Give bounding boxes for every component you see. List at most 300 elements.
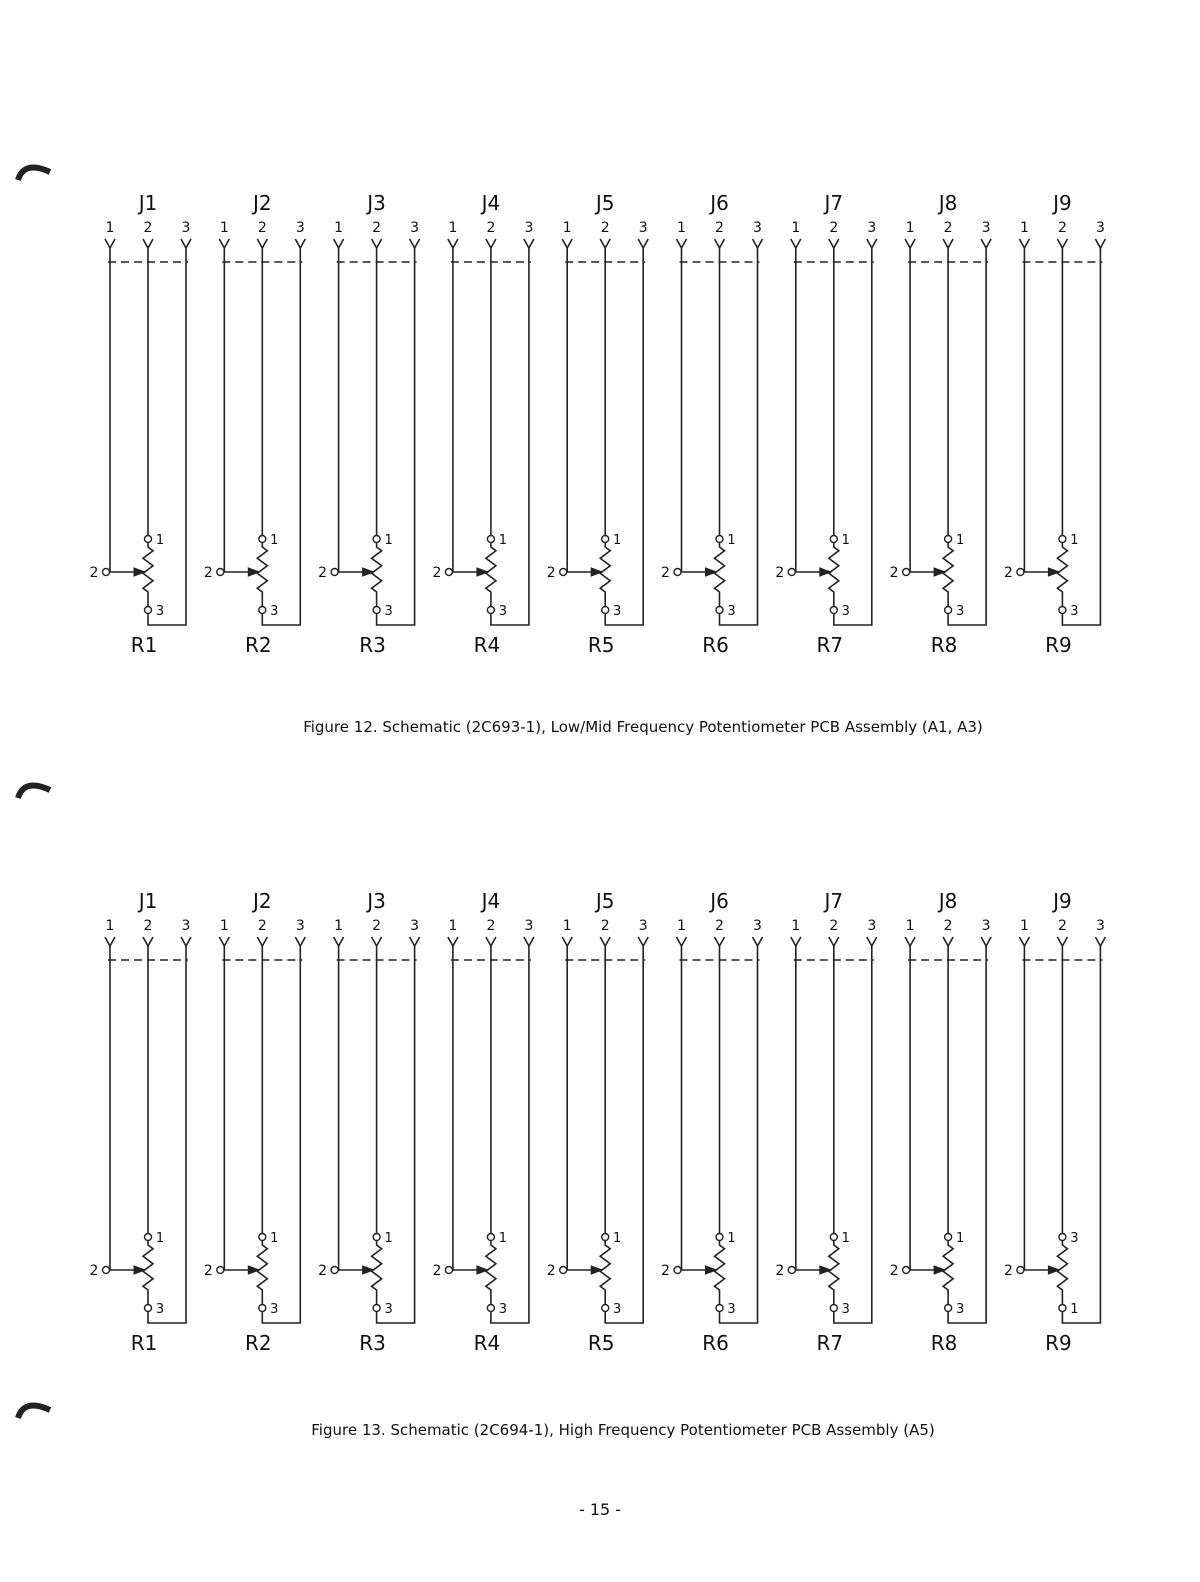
pin-number: 1 bbox=[1019, 918, 1029, 934]
resistor-zigzag bbox=[1057, 1241, 1067, 1305]
resistor-zigzag bbox=[943, 543, 953, 607]
pin-number: 3 bbox=[753, 220, 762, 236]
figure-12-schematic bbox=[90, 191, 1106, 657]
wiper-terminal bbox=[560, 569, 567, 576]
resistor-top-pin-label: 1 bbox=[270, 533, 279, 548]
wiper-arrow bbox=[1048, 1266, 1059, 1274]
resistor-zigzag bbox=[829, 1241, 839, 1305]
connector-contact bbox=[791, 937, 801, 946]
resistor-top-pin-label: 1 bbox=[727, 533, 736, 548]
unit-j7 bbox=[775, 889, 876, 1355]
terminal-bottom bbox=[945, 607, 952, 614]
wire-pin3 bbox=[720, 946, 758, 1323]
wiper-arrow bbox=[706, 568, 717, 576]
wiper-label: 2 bbox=[318, 565, 328, 581]
connector-contact bbox=[981, 239, 991, 248]
connector-contact bbox=[638, 937, 648, 946]
connector-contact bbox=[905, 239, 915, 248]
wiper-arrow bbox=[134, 1266, 145, 1274]
resistor-top-pin-label: 1 bbox=[955, 1231, 965, 1246]
jack-label: J8 bbox=[938, 191, 958, 215]
wiper-terminal bbox=[903, 1267, 910, 1274]
resistor-label: R9 bbox=[1045, 633, 1072, 657]
wiper-arrow bbox=[477, 1266, 488, 1274]
terminal-top bbox=[373, 536, 380, 543]
terminal-top bbox=[259, 536, 266, 543]
figure-13-caption: Figure 13. Schematic (2C694-1), High Frequency Potentiometer PCB Assembly (A5) bbox=[311, 1421, 935, 1439]
pin-number: 3 bbox=[1095, 918, 1105, 934]
pin-number: 1 bbox=[105, 220, 115, 236]
resistor-label: R5 bbox=[587, 1331, 615, 1355]
terminal-bottom bbox=[602, 1305, 609, 1312]
pin-number: 2 bbox=[829, 918, 839, 934]
resistor-label: R3 bbox=[359, 1331, 386, 1355]
resistor-zigzag bbox=[372, 543, 382, 607]
terminal-bottom bbox=[145, 1305, 152, 1312]
wire-pin3 bbox=[605, 248, 643, 625]
wire-pin3 bbox=[491, 946, 529, 1323]
jack-label: J9 bbox=[1053, 191, 1072, 215]
jack-label: J1 bbox=[138, 191, 158, 215]
resistor-top-pin-label: 1 bbox=[955, 533, 965, 548]
pin-number: 3 bbox=[524, 220, 534, 236]
terminal-top bbox=[259, 1234, 266, 1241]
resistor-bottom-pin-label: 3 bbox=[613, 1302, 622, 1317]
connector-contact bbox=[486, 937, 496, 946]
punch-hole-mark-middle bbox=[18, 786, 50, 799]
wire-pin3 bbox=[262, 946, 300, 1323]
resistor-label: R2 bbox=[244, 1331, 272, 1355]
resistor-bottom-pin-label: 3 bbox=[384, 604, 393, 619]
resistor-label: R4 bbox=[473, 633, 501, 657]
resistor-label: R8 bbox=[930, 1331, 958, 1355]
terminal-top bbox=[945, 1234, 952, 1241]
resistor-bottom-pin-label: 3 bbox=[955, 604, 965, 619]
terminal-bottom bbox=[716, 1305, 723, 1312]
pin-number: 1 bbox=[219, 220, 229, 236]
resistor-bottom-pin-label: 3 bbox=[270, 604, 279, 619]
terminal-bottom bbox=[1059, 1305, 1066, 1312]
terminal-top bbox=[1059, 536, 1066, 543]
pin-number: 1 bbox=[677, 918, 686, 934]
resistor-zigzag bbox=[486, 543, 496, 607]
resistor-zigzag bbox=[715, 543, 725, 607]
jack-label: J4 bbox=[481, 889, 501, 913]
jack-label: J3 bbox=[367, 191, 386, 215]
wiper-arrow bbox=[820, 568, 831, 576]
wiper-terminal bbox=[445, 1267, 452, 1274]
connector-contact bbox=[257, 239, 267, 248]
connector-contact bbox=[219, 239, 229, 248]
wiper-terminal bbox=[1017, 1267, 1024, 1274]
pin-number: 1 bbox=[105, 918, 115, 934]
wiper-terminal bbox=[1017, 569, 1024, 576]
connector-contact bbox=[105, 239, 115, 248]
resistor-bottom-pin-label: 3 bbox=[384, 1302, 393, 1317]
connector-contact bbox=[1019, 239, 1029, 248]
resistor-label: R6 bbox=[702, 633, 729, 657]
terminal-bottom bbox=[373, 607, 380, 614]
resistor-top-pin-label: 1 bbox=[384, 1231, 393, 1246]
resistor-label: R3 bbox=[359, 633, 386, 657]
wiper-terminal bbox=[445, 569, 452, 576]
jack-label: J6 bbox=[710, 889, 729, 913]
resistor-label: R6 bbox=[702, 1331, 729, 1355]
resistor-top-pin-label: 3 bbox=[1070, 1231, 1079, 1246]
pin-number: 3 bbox=[295, 220, 305, 236]
jack-label: J8 bbox=[938, 889, 958, 913]
terminal-top bbox=[716, 1234, 723, 1241]
pin-number: 1 bbox=[334, 220, 344, 236]
wiper-label: 2 bbox=[889, 1263, 899, 1279]
pin-number: 3 bbox=[981, 220, 991, 236]
pin-number: 2 bbox=[143, 918, 153, 934]
resistor-top-pin-label: 1 bbox=[841, 533, 850, 548]
wiper-terminal bbox=[674, 569, 681, 576]
jack-label: J6 bbox=[710, 191, 729, 215]
connector-contact bbox=[1057, 239, 1067, 248]
unit-j4 bbox=[432, 889, 533, 1355]
wiper-terminal bbox=[217, 1267, 224, 1274]
connector-contact bbox=[257, 937, 267, 946]
pin-number: 2 bbox=[1057, 918, 1067, 934]
jack-label: J9 bbox=[1053, 889, 1072, 913]
resistor-bottom-pin-label: 3 bbox=[613, 604, 622, 619]
wiper-terminal bbox=[788, 569, 795, 576]
wiper-arrow bbox=[820, 1266, 831, 1274]
jack-label: J2 bbox=[252, 191, 272, 215]
jack-label: J4 bbox=[481, 191, 501, 215]
wire-pin3 bbox=[491, 248, 529, 625]
wiper-arrow bbox=[363, 568, 374, 576]
wire-pin3 bbox=[948, 248, 986, 625]
connector-contact bbox=[943, 937, 953, 946]
pin-number: 2 bbox=[257, 918, 267, 934]
resistor-label: R1 bbox=[130, 1331, 158, 1355]
connector-contact bbox=[1019, 937, 1029, 946]
resistor-top-pin-label: 1 bbox=[155, 533, 165, 548]
connector-contact bbox=[334, 239, 344, 248]
pin-number: 2 bbox=[600, 918, 610, 934]
jack-label: J3 bbox=[367, 889, 386, 913]
pin-number: 2 bbox=[943, 220, 953, 236]
connector-contact bbox=[295, 937, 305, 946]
wiper-arrow bbox=[934, 1266, 945, 1274]
pin-number: 2 bbox=[486, 220, 496, 236]
pin-number: 1 bbox=[677, 220, 686, 236]
punch-hole-mark-top bbox=[18, 168, 50, 181]
resistor-zigzag bbox=[829, 543, 839, 607]
connector-contact bbox=[448, 239, 458, 248]
resistor-bottom-pin-label: 3 bbox=[1070, 604, 1079, 619]
resistor-bottom-pin-label: 3 bbox=[955, 1302, 965, 1317]
unit-j1 bbox=[90, 191, 191, 657]
wiper-label: 2 bbox=[1003, 1263, 1013, 1279]
connector-contact bbox=[219, 937, 229, 946]
wire-pin3 bbox=[377, 248, 415, 625]
pin-number: 2 bbox=[829, 220, 839, 236]
wiper-label: 2 bbox=[203, 565, 213, 581]
connector-contact bbox=[981, 937, 991, 946]
connector-contact bbox=[600, 239, 610, 248]
resistor-zigzag bbox=[257, 543, 267, 607]
wiper-label: 2 bbox=[546, 565, 556, 581]
wiper-terminal bbox=[788, 1267, 795, 1274]
connector-contact bbox=[524, 937, 534, 946]
wire-pin3 bbox=[377, 946, 415, 1323]
connector-contact bbox=[753, 937, 763, 946]
connector-contact bbox=[829, 239, 839, 248]
resistor-top-pin-label: 1 bbox=[613, 1231, 622, 1246]
unit-j1 bbox=[90, 889, 191, 1355]
pin-number: 3 bbox=[524, 918, 534, 934]
pin-number: 1 bbox=[791, 918, 801, 934]
pin-number: 1 bbox=[905, 918, 915, 934]
connector-contact bbox=[753, 239, 763, 248]
resistor-label: R2 bbox=[244, 633, 272, 657]
wiper-terminal bbox=[674, 1267, 681, 1274]
wiper-label: 2 bbox=[661, 565, 670, 581]
pin-number: 3 bbox=[753, 918, 762, 934]
wire-pin3 bbox=[720, 248, 758, 625]
unit-j8 bbox=[890, 889, 991, 1355]
connector-contact bbox=[943, 239, 953, 248]
connector-contact bbox=[600, 937, 610, 946]
pin-number: 1 bbox=[562, 918, 572, 934]
pin-number: 2 bbox=[257, 220, 267, 236]
pin-number: 3 bbox=[638, 918, 648, 934]
connector-contact bbox=[334, 937, 344, 946]
wiper-terminal bbox=[903, 569, 910, 576]
terminal-top bbox=[373, 1234, 380, 1241]
jack-label: J7 bbox=[824, 889, 844, 913]
connector-contact bbox=[524, 239, 534, 248]
resistor-zigzag bbox=[600, 1241, 610, 1305]
resistor-bottom-pin-label: 1 bbox=[1070, 1302, 1079, 1317]
pin-number: 3 bbox=[638, 220, 648, 236]
unit-j3 bbox=[318, 191, 419, 657]
terminal-bottom bbox=[487, 607, 494, 614]
unit-j6 bbox=[661, 889, 762, 1355]
wire-pin3 bbox=[148, 248, 186, 625]
resistor-bottom-pin-label: 3 bbox=[155, 1302, 165, 1317]
connector-contact bbox=[867, 937, 877, 946]
resistor-top-pin-label: 1 bbox=[270, 1231, 279, 1246]
wiper-label: 2 bbox=[546, 1263, 556, 1279]
unit-j5 bbox=[547, 191, 648, 657]
pin-number: 3 bbox=[181, 220, 191, 236]
unit-j9 bbox=[1004, 889, 1105, 1355]
pin-number: 3 bbox=[410, 220, 420, 236]
terminal-top bbox=[145, 536, 152, 543]
wiper-label: 2 bbox=[1003, 565, 1013, 581]
resistor-bottom-pin-label: 3 bbox=[727, 604, 736, 619]
pin-number: 3 bbox=[867, 220, 877, 236]
connector-contact bbox=[1095, 239, 1105, 248]
terminal-bottom bbox=[145, 607, 152, 614]
connector-contact bbox=[105, 937, 115, 946]
pin-number: 1 bbox=[448, 918, 458, 934]
pin-number: 1 bbox=[791, 220, 801, 236]
wiper-terminal bbox=[217, 569, 224, 576]
unit-j8 bbox=[890, 191, 991, 657]
wiper-terminal bbox=[103, 1267, 110, 1274]
connector-contact bbox=[867, 239, 877, 248]
resistor-zigzag bbox=[257, 1241, 267, 1305]
resistor-zigzag bbox=[143, 543, 153, 607]
pin-number: 3 bbox=[410, 918, 420, 934]
connector-contact bbox=[1057, 937, 1067, 946]
wire-pin3 bbox=[262, 248, 300, 625]
pin-number: 1 bbox=[219, 918, 229, 934]
wiper-label: 2 bbox=[89, 1263, 99, 1279]
wiper-label: 2 bbox=[318, 1263, 328, 1279]
unit-j4 bbox=[432, 191, 533, 657]
connector-contact bbox=[638, 239, 648, 248]
wiper-label: 2 bbox=[775, 565, 785, 581]
connector-contact bbox=[143, 239, 153, 248]
resistor-bottom-pin-label: 3 bbox=[498, 1302, 508, 1317]
pin-number: 2 bbox=[372, 220, 382, 236]
wiper-arrow bbox=[591, 1266, 602, 1274]
pin-number: 2 bbox=[143, 220, 153, 236]
wiper-arrow bbox=[477, 568, 488, 576]
wiper-arrow bbox=[248, 568, 259, 576]
unit-j6 bbox=[661, 191, 762, 657]
terminal-top bbox=[487, 1234, 494, 1241]
unit-j7 bbox=[775, 191, 876, 657]
resistor-zigzag bbox=[600, 543, 610, 607]
figure-12-caption: Figure 12. Schematic (2C693-1), Low/Mid Frequency Potentiometer PCB Assembly (A1, A3) bbox=[303, 718, 983, 736]
connector-contact bbox=[1095, 937, 1105, 946]
wiper-label: 2 bbox=[775, 1263, 785, 1279]
wire-pin3 bbox=[948, 946, 986, 1323]
resistor-top-pin-label: 1 bbox=[498, 1231, 508, 1246]
pin-number: 2 bbox=[715, 918, 724, 934]
wiper-arrow bbox=[591, 568, 602, 576]
resistor-zigzag bbox=[715, 1241, 725, 1305]
wiper-terminal bbox=[560, 1267, 567, 1274]
wiper-label: 2 bbox=[432, 1263, 442, 1279]
connector-contact bbox=[181, 239, 191, 248]
unit-j5 bbox=[547, 889, 648, 1355]
pin-number: 3 bbox=[181, 918, 191, 934]
resistor-bottom-pin-label: 3 bbox=[727, 1302, 736, 1317]
terminal-bottom bbox=[602, 607, 609, 614]
wiper-arrow bbox=[706, 1266, 717, 1274]
resistor-zigzag bbox=[486, 1241, 496, 1305]
connector-contact bbox=[295, 239, 305, 248]
pin-number: 1 bbox=[1019, 220, 1029, 236]
terminal-bottom bbox=[830, 1305, 837, 1312]
unit-j3 bbox=[318, 889, 419, 1355]
page-number: - 15 - bbox=[578, 1500, 622, 1519]
figure-13-schematic bbox=[90, 889, 1106, 1355]
terminal-bottom bbox=[830, 607, 837, 614]
resistor-top-pin-label: 1 bbox=[1070, 533, 1079, 548]
resistor-top-pin-label: 1 bbox=[498, 533, 508, 548]
terminal-top bbox=[1059, 1234, 1066, 1241]
connector-contact bbox=[677, 239, 687, 248]
wiper-arrow bbox=[134, 568, 145, 576]
wiper-label: 2 bbox=[661, 1263, 670, 1279]
punch-hole-mark-bottom bbox=[18, 1406, 50, 1419]
resistor-bottom-pin-label: 3 bbox=[270, 1302, 279, 1317]
jack-label: J7 bbox=[824, 191, 844, 215]
resistor-zigzag bbox=[943, 1241, 953, 1305]
connector-contact bbox=[562, 937, 572, 946]
wiper-label: 2 bbox=[889, 565, 899, 581]
connector-contact bbox=[143, 937, 153, 946]
wiper-arrow bbox=[1048, 568, 1059, 576]
pin-number: 2 bbox=[600, 220, 610, 236]
unit-j9 bbox=[1004, 191, 1105, 657]
wire-pin3 bbox=[148, 946, 186, 1323]
terminal-top bbox=[716, 536, 723, 543]
wiper-label: 2 bbox=[89, 565, 99, 581]
connector-contact bbox=[410, 239, 420, 248]
pin-number: 1 bbox=[905, 220, 915, 236]
terminal-bottom bbox=[373, 1305, 380, 1312]
connector-contact bbox=[410, 937, 420, 946]
connector-contact bbox=[715, 239, 725, 248]
resistor-top-pin-label: 1 bbox=[727, 1231, 736, 1246]
terminal-top bbox=[602, 536, 609, 543]
connector-contact bbox=[677, 937, 687, 946]
resistor-bottom-pin-label: 3 bbox=[155, 604, 165, 619]
terminal-bottom bbox=[1059, 607, 1066, 614]
wire-pin3 bbox=[1062, 946, 1100, 1323]
pin-number: 3 bbox=[1095, 220, 1105, 236]
resistor-label: R7 bbox=[816, 633, 844, 657]
wiper-terminal bbox=[331, 569, 338, 576]
unit-j2 bbox=[204, 191, 305, 657]
unit-j2 bbox=[204, 889, 305, 1355]
pin-number: 1 bbox=[334, 918, 344, 934]
wiper-arrow bbox=[363, 1266, 374, 1274]
connector-contact bbox=[448, 937, 458, 946]
resistor-zigzag bbox=[1057, 543, 1067, 607]
jack-label: J5 bbox=[595, 191, 615, 215]
resistor-top-pin-label: 1 bbox=[841, 1231, 850, 1246]
pin-number: 2 bbox=[1057, 220, 1067, 236]
wiper-arrow bbox=[248, 1266, 259, 1274]
resistor-zigzag bbox=[143, 1241, 153, 1305]
connector-contact bbox=[715, 937, 725, 946]
pin-number: 1 bbox=[448, 220, 458, 236]
pin-number: 2 bbox=[943, 918, 953, 934]
connector-contact bbox=[372, 239, 382, 248]
resistor-bottom-pin-label: 3 bbox=[841, 604, 850, 619]
connector-contact bbox=[562, 239, 572, 248]
pin-number: 3 bbox=[981, 918, 991, 934]
resistor-zigzag bbox=[372, 1241, 382, 1305]
wiper-label: 2 bbox=[203, 1263, 213, 1279]
resistor-top-pin-label: 1 bbox=[155, 1231, 165, 1246]
terminal-top bbox=[487, 536, 494, 543]
resistor-top-pin-label: 1 bbox=[384, 533, 393, 548]
terminal-bottom bbox=[945, 1305, 952, 1312]
pin-number: 3 bbox=[295, 918, 305, 934]
jack-label: J5 bbox=[595, 889, 615, 913]
connector-contact bbox=[829, 937, 839, 946]
pin-number: 2 bbox=[486, 918, 496, 934]
wire-pin3 bbox=[605, 946, 643, 1323]
resistor-bottom-pin-label: 3 bbox=[841, 1302, 850, 1317]
wiper-arrow bbox=[934, 568, 945, 576]
jack-label: J2 bbox=[252, 889, 272, 913]
resistor-label: R1 bbox=[130, 633, 158, 657]
